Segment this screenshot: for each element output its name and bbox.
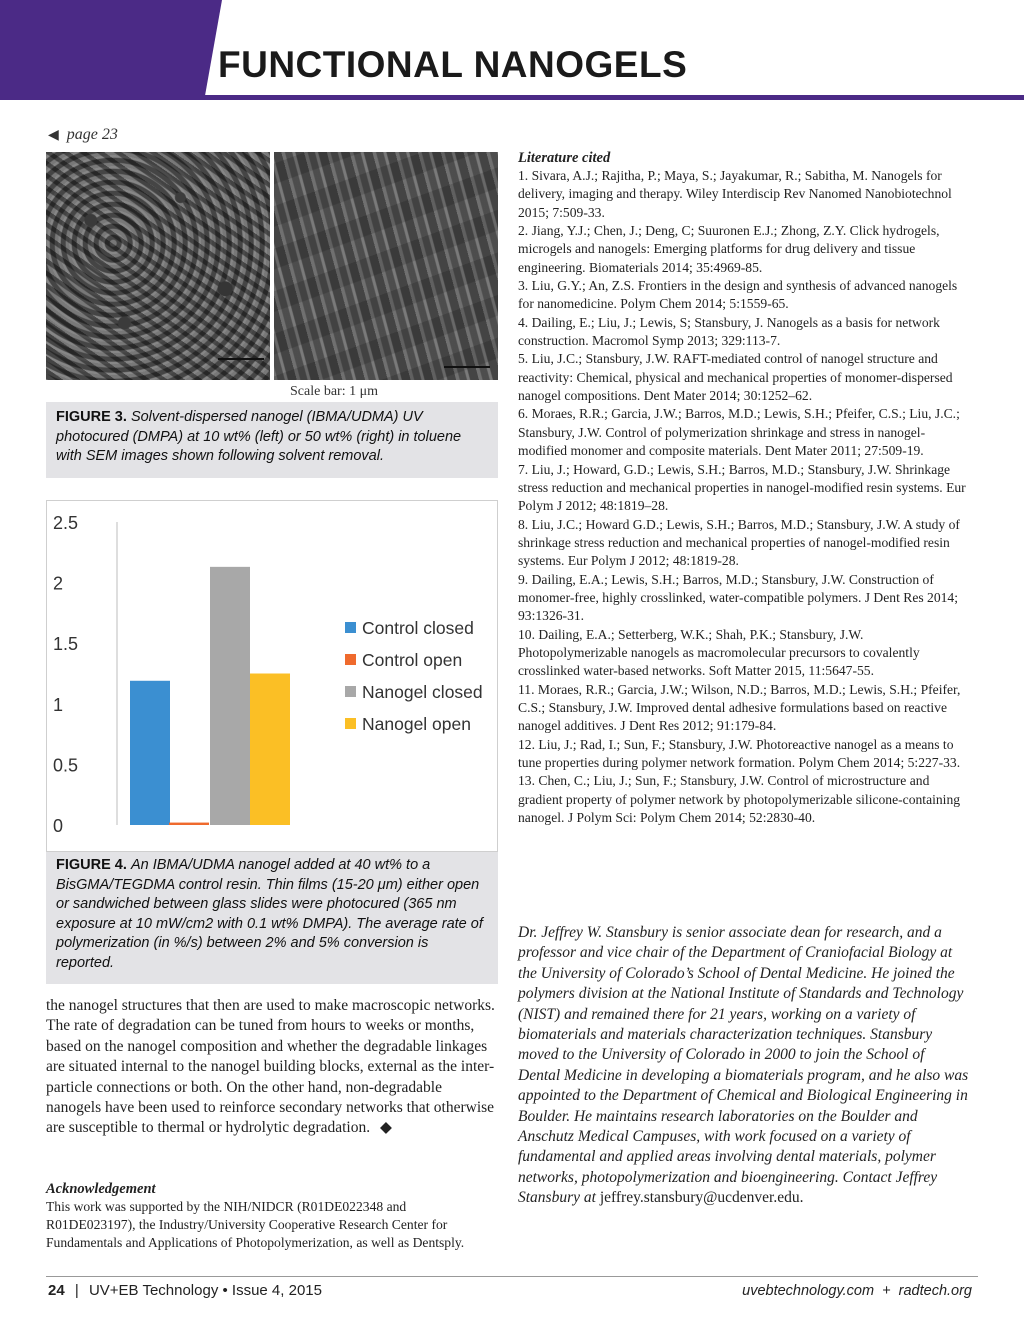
y-tick-label: 0: [53, 816, 64, 836]
author-bio: [518, 923, 970, 1209]
footer-websites: uvebtechnology.com + radtech.org: [742, 1283, 972, 1299]
left-triangle-icon: ◀: [48, 128, 59, 143]
bar-nanogel-open: [250, 674, 290, 826]
legend-swatch: [345, 654, 356, 665]
end-diamond-icon: ◆: [379, 1119, 392, 1137]
author-bio-text: Dr. Jeffrey W. Stansbury is senior associate dean for research, and a professor and vice chair of the Department of Craniofacial Biology at the University of Colorado’s School of Dental Medicine. He joined the polymers division at the National Institute of Standards and Technology (NIST) and remained there for 21 years, working on a variety of biomaterials and materials characterization techniques. Stansbury moved to the University of Colorado in 2000 to join the School of Dental Medicine in developing a biomaterials program, and he also was appointed to the Department of Chemical and Biological Engineering in Boulder. He maintains research laboratories on the Boulder and Anschutz Medical Campuses, with work focused on a variety of fundamental and applied areas involving dental materials, polymer networks, photopolymerization and bioengineering. Contact Jeffrey Stansbury at: [518, 924, 969, 1207]
bar-chart: [47, 501, 497, 851]
page-back-reference: [48, 126, 118, 144]
legend-swatch: [345, 622, 356, 633]
bar-nanogel-closed: [210, 567, 250, 825]
reference-item: 5. Liu, J.C.; Stansbury, J.W. RAFT-mediated control of nanogel structure and reactivity: Chemical, physical and mechanical properties of monomer-dispersed nanogel compositions. Dent Mater 2014; 30:1252–62.: [518, 351, 953, 404]
sem-image-left: [46, 152, 270, 380]
scale-bar-left: [218, 358, 264, 360]
legend-swatch: [345, 686, 356, 697]
header-purple-block: [0, 0, 222, 100]
reference-item: 11. Moraes, R.R.; Garcia, J.W.; Wilson, N.D.; Barros, M.D.; Lewis, S.H.; Pfeifer, C.S.; Stansbury, J.W. Improved dental adhesive formulations based on reactive nanogel additives. J Dent Res 2012; 91:179-84.: [518, 681, 961, 734]
bar-control-closed: [130, 681, 170, 825]
scale-bar-right: [444, 366, 490, 368]
y-tick-label: 2: [53, 573, 64, 594]
legend-swatch: [345, 718, 356, 729]
acknowledgement-text: This work was supported by the NIH/NIDCR (R01DE022348 and R01DE023197), the Industry/University Cooperative Research Center for Fundamentals and Applications of Photopolymerization, as well as Dentsply.: [46, 1199, 465, 1251]
figure-4-caption: [46, 852, 498, 984]
legend-label: Control open: [362, 650, 463, 670]
legend-label: Nanogel open: [362, 714, 471, 734]
figure-4-chart-frame: [46, 500, 498, 852]
scale-bar-label: Scale bar: 1 μm: [290, 384, 378, 399]
footer-rule: [46, 1276, 978, 1277]
legend-label: Control closed: [362, 618, 474, 638]
reference-item: 1. Sivara, A.J.; Rajitha, P.; Maya, S.; Jayakumar, R.; Sabitha, M. Nanogels for delivery, imaging and therapy. Wiley Interdiscip Rev Nanomed Nanobiotechnol 2015; 7:509-33.: [518, 168, 952, 220]
body-text: the nanogel structures that then are used to make macroscopic networks. The rate of degradation can be tuned from hours to weeks or months, based on the nanogel composition and whether the degradable linkages are situated internal to the nanogel building blocks, external as the inter-particle connections or both. On the other hand, non-degradable nanogels have been used to reinforce secondary networks that otherwise are susceptible to thermal or hydrolytic degradation.: [46, 997, 495, 1137]
reference-item: 13. Chen, C.; Liu, J.; Sun, F.; Stansbury, J.W. Control of microstructure and gradient property of polymer network by photopolymerizable silicone-containing nanogel. J Polym Sci: Polym Chem 2014; 52:2830-40.: [518, 773, 961, 826]
y-tick-label: 2.5: [53, 513, 79, 533]
header-rule: [200, 95, 1024, 100]
y-tick-label: 0.5: [53, 755, 79, 776]
sem-image-right: [274, 152, 498, 380]
reference-list: [518, 167, 970, 827]
bar-control-open: [169, 823, 209, 825]
acknowledgement-heading: Acknowledgement: [46, 1181, 156, 1197]
figure-3-caption-text: Solvent-dispersed nanogel (IBMA/UDMA) UV photocured (DMPA) at 10 wt% (left) or 50 wt% (right) in toluene with SEM images shown following solvent removal.: [56, 409, 462, 464]
figure-4-label: FIGURE 4.: [56, 857, 127, 873]
page-title: FUNCTIONAL NANOGELS: [218, 44, 688, 85]
reference-item: 2. Jiang, Y.J.; Chen, J.; Deng, C; Suuronen E.J.; Zhong, Z.Y. Click hydrogels, microgels and nanogels: Emerging platforms for drug delivery and tissue engineering. Biomaterials 2014; 35:4969-85.: [518, 223, 940, 275]
author-email-link[interactable]: jeffrey.stansbury@ucdenver.edu.: [599, 1189, 804, 1207]
reference-item: 6. Moraes, R.R.; Garcia, J.W.; Barros, M.D.; Lewis, S.H.; Pfeifer, C.S.; Liu, J.C.; Stansbury, J.W. Control of polymerization shrinkage and stress in nanogel-modified monomer and composite materials. Dent Mater 2011; 27:509-19.: [518, 406, 960, 459]
reference-item: 3. Liu, G.Y.; An, Z.S. Frontiers in the design and synthesis of advanced nanogels for nanomedicine. Polym Chem 2014; 5:1559-65.: [518, 278, 958, 312]
y-tick-label: 1.5: [53, 634, 79, 655]
reference-item: 7. Liu, J.; Howard, G.D.; Lewis, S.H.; Barros, M.D.; Stansbury, J.W. Shrinkage stress reduction and mechanical properties in nanogel-modified resin systems. Eur Polym J 2012; 48:1819–28.: [518, 461, 966, 514]
figure-3-images: [46, 150, 498, 400]
reference-item: 10. Dailing, E.A.; Setterberg, W.K.; Shah, P.K.; Stansbury, J.W. Photopolymerizable nanogels as macromolecular precursors to covalently crosslinked water-based networks. Soft Matter 2015, 11:5647-55.: [518, 626, 920, 679]
legend-label: Nanogel closed: [362, 682, 483, 702]
reference-item: 12. Liu, J.; Rad, I.; Sun, F.; Stansbury, J.W. Photoreactive nanogel as a means to tune properties during polymer network formation. Polym Chem 2014; 5:227-33.: [518, 736, 961, 770]
reference-item: 9. Dailing, E.A.; Lewis, S.H.; Barros, M.D.; Stansbury, J.W. Construction of monomer-free, highly crosslinked, water-compatible polymers. J Dent Res 2014; 93:1326-31.: [518, 571, 959, 624]
y-tick-label: 1: [53, 694, 64, 715]
literature-heading: Literature cited: [518, 150, 611, 166]
footer-separator: |: [74, 1282, 79, 1299]
reference-item: 4. Dailing, E.; Liu, J.; Lewis, S; Stansbury, J. Nanogels as a basis for network construction. Macromol Symp 2013; 329:113-7.: [518, 314, 940, 349]
figure-3-label: FIGURE 3.: [56, 409, 127, 425]
page-number: 24: [48, 1282, 65, 1299]
footer-left: [48, 1282, 322, 1299]
body-paragraph: [46, 996, 498, 1139]
reference-item: 8. Liu, J.C.; Howard G.D.; Lewis, S.H.; Barros, M.D.; Stansbury, J.W. A study of shrinkage stress reduction and mechanical properties of nanogel-modified resin systems. Eur Polym J 2012; 48:1819-28.: [518, 516, 960, 569]
publication-name: UV+EB Technology • Issue 4, 2015: [88, 1282, 322, 1299]
page-ref-text: page 23: [66, 126, 118, 143]
figure-4-caption-text: An IBMA/UDMA nanogel added at 40 wt% to a BisGMA/TEGDMA control resin. Thin films (15-20 μm) either open or sandwiched between glass slides were photocured (365 nm exposure at 10 mW/cm2 with 0.1 wt% DMPA). The average rate of polymerization (in %/s) between 2% and 5% conversion is reported.: [56, 857, 483, 971]
figure-3-caption: [46, 402, 498, 478]
